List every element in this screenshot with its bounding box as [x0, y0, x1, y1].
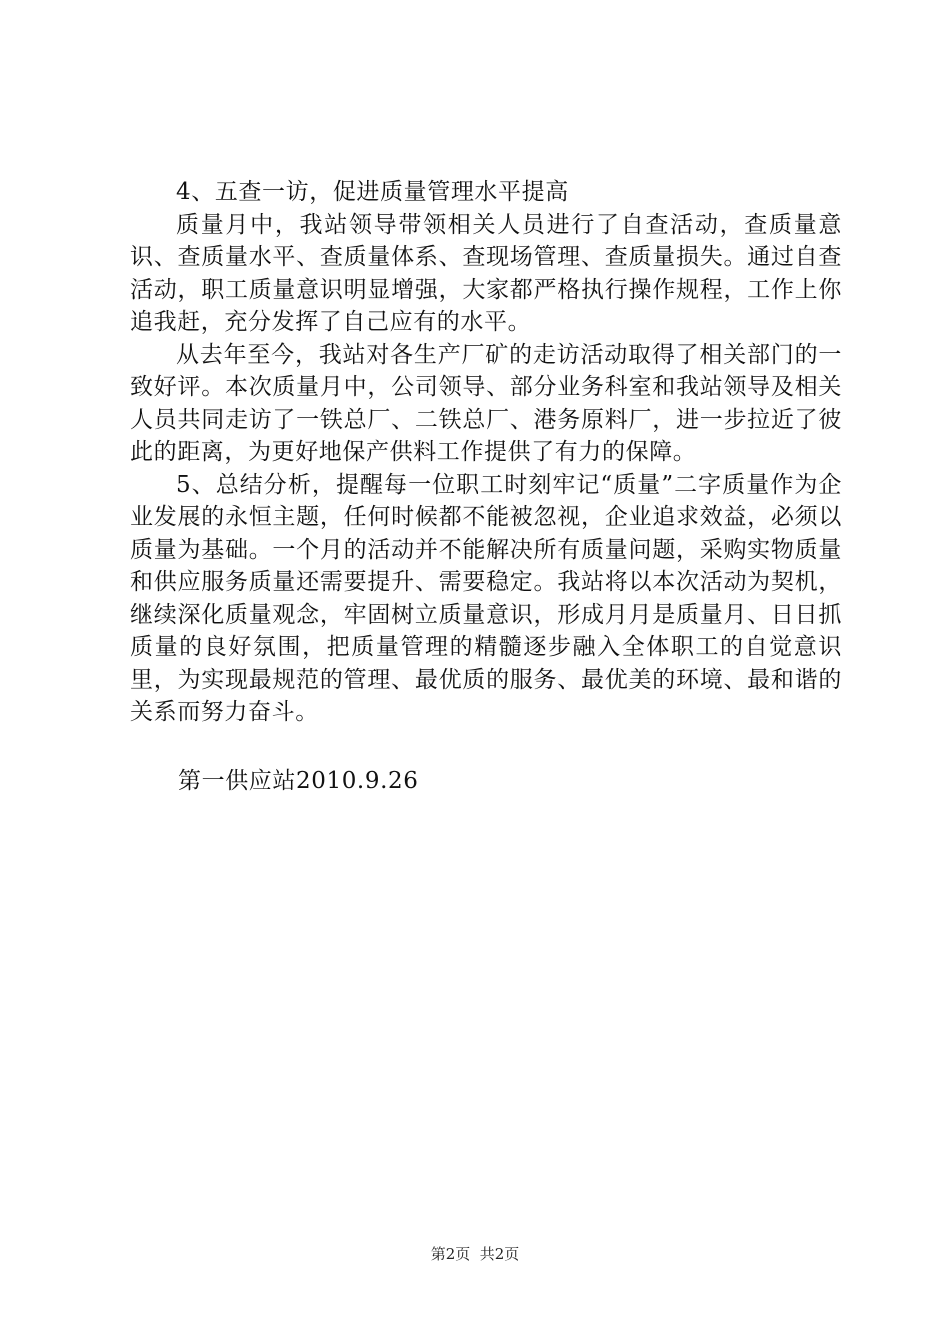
paragraph-summary: 5、总结分析，提醒每一位职工时刻牢记“质量”二字质量作为企业发展的永恒主题，任何时候都不能被忽视，企业追求效益，必须以质量为基础。一个月的活动并不能解决所有质量问题，采购实物质量和供应服务质量还需要提升、需要稳定。我站将以本次活动为契机，继续深化质量观念，牢固树立质量意识，形成月月是质量月、日日抓质量的良好氛围，把质量管理的精髓逐步融入全体职工的自觉意识里，为实现最规范的管理、最优质的服务、最优美的环境、最和谐的关系而努力奋斗。 — [130, 471, 842, 725]
page-footer — [0, 1244, 950, 1264]
document-body — [130, 176, 842, 729]
signature-line: 第一供应站2010.9.26 — [178, 768, 419, 794]
paragraph-visits: 从去年至今，我站对各生产厂矿的走访活动取得了相关部门的一致好评。本次质量月中，公司领导、部分业务科室和我站领导及相关人员共同走访了一铁总厂、二铁总厂、港务原料厂，进一步拉近了彼此的距离，为更好地保产供料工作提供了有力的保障。 — [130, 341, 842, 465]
section-heading: 4、五查一访，促进质量管理水平提高 — [176, 179, 569, 205]
paragraph-self-inspection: 质量月中，我站领导带领相关人员进行了自查活动，查质量意识、查质量水平、查质量体系、查现场管理、查质量损失。通过自查活动，职工质量意识明显增强，大家都严格执行操作规程，工作上你追我赶，充分发挥了自己应有的水平。 — [130, 211, 842, 335]
page-number: 第2页 共2页 — [430, 1245, 520, 1263]
